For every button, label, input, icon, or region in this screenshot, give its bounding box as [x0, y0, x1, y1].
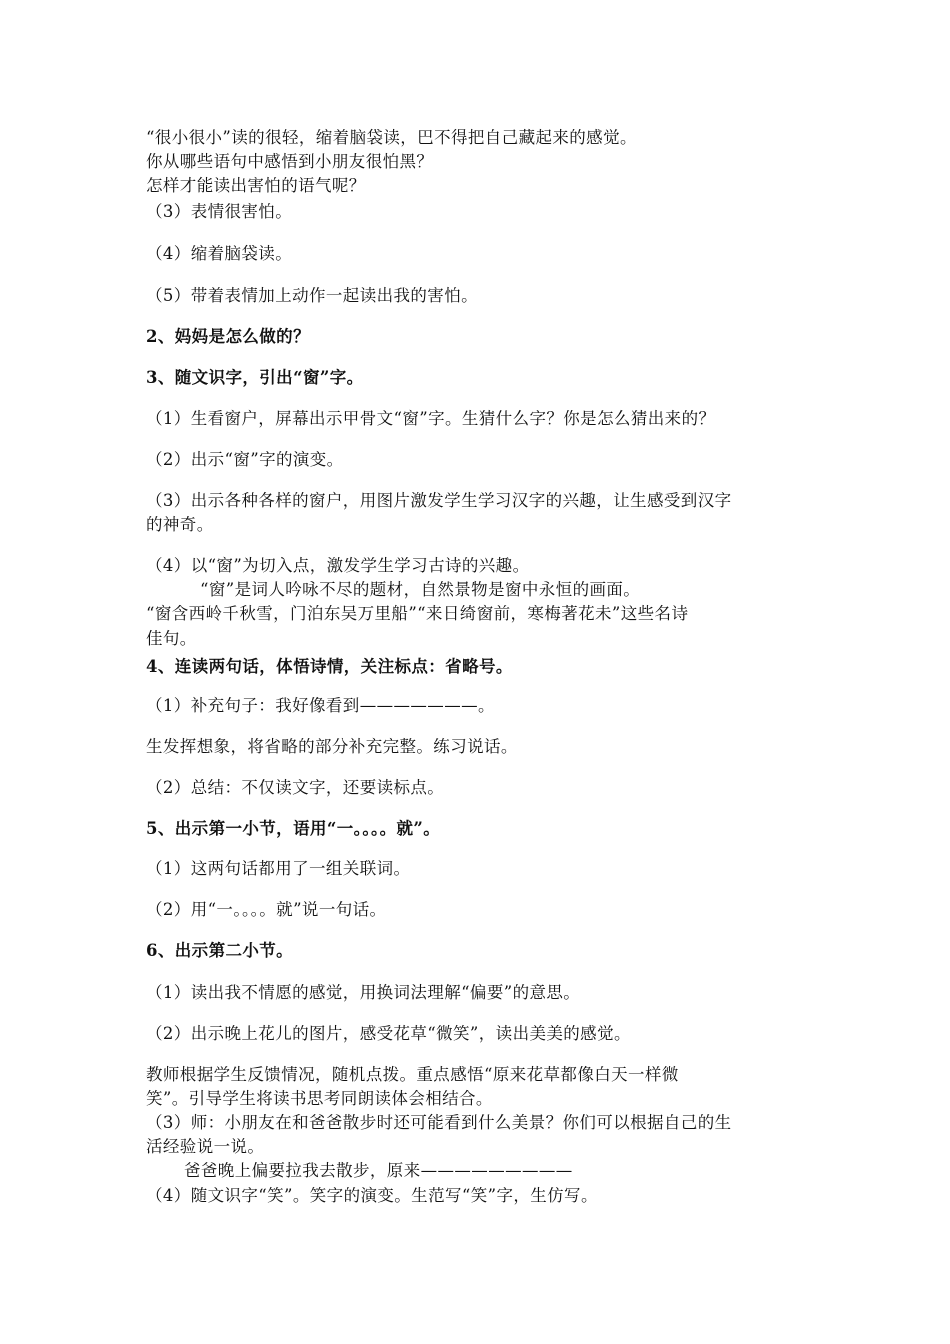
- text-line: “窗”是词人吟咏不尽的题材，自然景物是窗中永恒的画面。: [200, 580, 641, 599]
- text-line: 教师根据学生反馈情况，随机点拨。重点感悟“原来花草都像白天一样微: [146, 1065, 679, 1084]
- section-heading: 2、妈妈是怎么做的？: [146, 327, 310, 346]
- list-item: （3）师：小朋友在和爸爸散步时还可能看到什么美景？你们可以根据自己的生: [146, 1113, 732, 1132]
- section-heading: 6、出示第二小节。: [146, 941, 294, 960]
- list-item: （2）出示“窗”字的演变。: [146, 450, 344, 469]
- text-line: 佳句。: [146, 629, 197, 648]
- list-item: （4）缩着脑袋读。: [146, 244, 293, 263]
- text-line: 活经验说一说。: [146, 1137, 265, 1156]
- section-heading: 4、连读两句话，体悟诗情，关注标点：省略号。: [146, 657, 513, 676]
- list-item: （5）带着表情加上动作一起读出我的害怕。: [146, 286, 478, 305]
- list-item: （4）随文识字“笑”。笑字的演变。生范写“笑”字，生仿写。: [146, 1186, 598, 1205]
- list-item: （3）出示各种各样的窗户，用图片激发学生学习汉字的兴趣，让生感受到汉字: [146, 491, 732, 510]
- text-line: 的神奇。: [146, 515, 214, 534]
- section-heading: 5、出示第一小节，语用“一。。。。就”。: [146, 819, 441, 838]
- text-line: 笑”。引导学生将读书思考同朗读体会相结合。: [146, 1089, 493, 1108]
- section-heading: 3、随文识字，引出“窗”字。: [146, 368, 364, 387]
- list-item: （2）出示晚上花儿的图片，感受花草“微笑”，读出美美的感觉。: [146, 1024, 631, 1043]
- list-item: （1）补充句子：我好像看到———————。: [146, 696, 495, 715]
- text-line: 怎样才能读出害怕的语气呢？: [146, 176, 366, 195]
- list-item: （2）总结：不仅读文字，还要读标点。: [146, 778, 445, 797]
- list-item: （1）读出我不情愿的感觉，用换词法理解“偏要”的意思。: [146, 983, 581, 1002]
- text-line: “很小很小”读的很轻，缩着脑袋读，巴不得把自己藏起来的感觉。: [146, 128, 637, 147]
- list-item: （1）这两句话都用了一组关联词。: [146, 859, 411, 878]
- text-line: 爸爸晚上偏要拉我去散步，原来—————————: [184, 1161, 573, 1180]
- list-item: （1）生看窗户，屏幕出示甲骨文“窗”字。生猜什么字？你是怎么猜出来的？: [146, 409, 716, 428]
- list-item: （2）用“一。。。。就”说一句话。: [146, 900, 387, 919]
- text-line: 生发挥想象，将省略的部分补充完整。练习说话。: [146, 737, 518, 756]
- text-line: 你从哪些语句中感悟到小朋友很怕黑？: [146, 152, 434, 171]
- list-item: （4）以“窗”为切入点，激发学生学习古诗的兴趣。: [146, 556, 530, 575]
- list-item: （3）表情很害怕。: [146, 202, 293, 221]
- text-line: “窗含西岭千秋雪，门泊东吴万里船”“来日绮窗前，寒梅著花未”这些名诗: [146, 604, 689, 623]
